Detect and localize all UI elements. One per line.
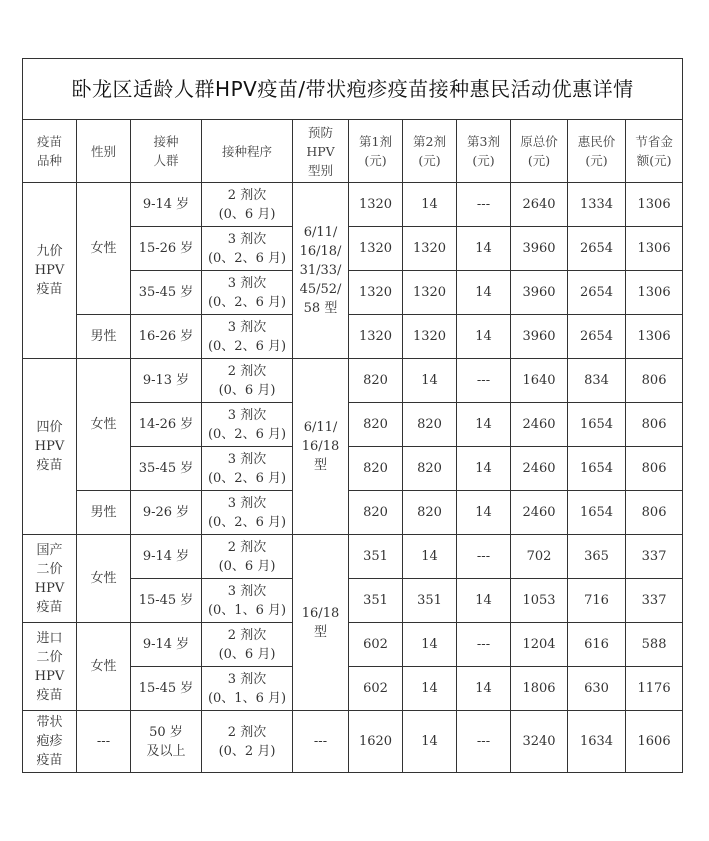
cell-sex: 女性 bbox=[77, 623, 131, 711]
cell-schedule: 3 剂次 (0、2、6 月) bbox=[202, 447, 293, 491]
header-savings: 节省金 额(元) bbox=[626, 120, 683, 183]
cell-savings: 337 bbox=[626, 535, 683, 579]
cell-age-group: 50 岁 及以上 bbox=[131, 711, 202, 773]
cell-original-total: 2460 bbox=[511, 403, 568, 447]
cell-dose-3: 14 bbox=[457, 447, 511, 491]
cell-dose-2: 14 bbox=[403, 535, 457, 579]
cell-savings: 806 bbox=[626, 491, 683, 535]
cell-hpv-types: 16/18 型 bbox=[293, 535, 349, 711]
cell-dose-1: 820 bbox=[349, 359, 403, 403]
table-row bbox=[23, 491, 683, 535]
cell-promo-price: 1634 bbox=[568, 711, 626, 773]
cell-dose-1: 602 bbox=[349, 667, 403, 711]
cell-sex: 女性 bbox=[77, 183, 131, 315]
cell-savings: 806 bbox=[626, 359, 683, 403]
cell-promo-price: 630 bbox=[568, 667, 626, 711]
cell-schedule: 3 剂次 (0、1、6 月) bbox=[202, 667, 293, 711]
cell-dose-3: 14 bbox=[457, 491, 511, 535]
header-dose-3: 第3剂 (元) bbox=[457, 120, 511, 183]
cell-vaccine-type: 带状 疱疹 疫苗 bbox=[23, 711, 77, 773]
cell-original-total: 1640 bbox=[511, 359, 568, 403]
cell-original-total: 702 bbox=[511, 535, 568, 579]
cell-dose-1: 1620 bbox=[349, 711, 403, 773]
cell-vaccine-type: 九价 HPV 疫苗 bbox=[23, 183, 77, 359]
cell-promo-price: 2654 bbox=[568, 315, 626, 359]
cell-schedule: 3 剂次 (0、2、6 月) bbox=[202, 403, 293, 447]
header-dose-2: 第2剂 (元) bbox=[403, 120, 457, 183]
cell-age-group: 9-14 岁 bbox=[131, 623, 202, 667]
table-row bbox=[23, 623, 683, 667]
cell-dose-2: 820 bbox=[403, 491, 457, 535]
cell-hpv-types: 6/11/ 16/18/ 31/33/ 45/52/ 58 型 bbox=[293, 183, 349, 359]
header-group: 接种 人群 bbox=[131, 120, 202, 183]
cell-vaccine-type: 进口 二价 HPV 疫苗 bbox=[23, 623, 77, 711]
cell-dose-1: 602 bbox=[349, 623, 403, 667]
cell-dose-1: 820 bbox=[349, 447, 403, 491]
cell-age-group: 14-26 岁 bbox=[131, 403, 202, 447]
cell-savings: 1306 bbox=[626, 271, 683, 315]
cell-dose-1: 820 bbox=[349, 403, 403, 447]
header-vaccine-type: 疫苗 品种 bbox=[23, 120, 77, 183]
cell-dose-3: --- bbox=[457, 183, 511, 227]
cell-age-group: 15-45 岁 bbox=[131, 667, 202, 711]
cell-dose-1: 820 bbox=[349, 491, 403, 535]
cell-age-group: 15-26 岁 bbox=[131, 227, 202, 271]
cell-original-total: 2640 bbox=[511, 183, 568, 227]
cell-savings: 1306 bbox=[626, 315, 683, 359]
cell-dose-3: 14 bbox=[457, 403, 511, 447]
cell-dose-3: --- bbox=[457, 535, 511, 579]
cell-schedule: 2 剂次 (0、2 月) bbox=[202, 711, 293, 773]
cell-original-total: 2460 bbox=[511, 491, 568, 535]
table-row bbox=[23, 183, 683, 227]
cell-original-total: 3960 bbox=[511, 227, 568, 271]
cell-sex: --- bbox=[77, 711, 131, 773]
cell-dose-2: 1320 bbox=[403, 271, 457, 315]
cell-dose-2: 14 bbox=[403, 623, 457, 667]
title-row bbox=[23, 59, 683, 120]
cell-promo-price: 616 bbox=[568, 623, 626, 667]
cell-dose-3: 14 bbox=[457, 667, 511, 711]
table-row bbox=[23, 315, 683, 359]
cell-savings: 806 bbox=[626, 403, 683, 447]
cell-dose-2: 820 bbox=[403, 447, 457, 491]
cell-sex: 女性 bbox=[77, 359, 131, 491]
header-hpv-types: 预防 HPV 型别 bbox=[293, 120, 349, 183]
cell-dose-3: --- bbox=[457, 359, 511, 403]
cell-dose-2: 351 bbox=[403, 579, 457, 623]
cell-promo-price: 1334 bbox=[568, 183, 626, 227]
cell-original-total: 1204 bbox=[511, 623, 568, 667]
header-promo-price: 惠民价 (元) bbox=[568, 120, 626, 183]
cell-dose-3: --- bbox=[457, 711, 511, 773]
cell-sex: 男性 bbox=[77, 491, 131, 535]
cell-age-group: 9-14 岁 bbox=[131, 535, 202, 579]
cell-original-total: 2460 bbox=[511, 447, 568, 491]
cell-promo-price: 2654 bbox=[568, 271, 626, 315]
cell-dose-1: 1320 bbox=[349, 227, 403, 271]
cell-dose-2: 14 bbox=[403, 359, 457, 403]
cell-dose-3: 14 bbox=[457, 315, 511, 359]
table-title: 卧龙区适龄人群HPV疫苗/带状疱疹疫苗接种惠民活动优惠详情 bbox=[23, 59, 683, 120]
cell-dose-1: 1320 bbox=[349, 315, 403, 359]
cell-savings: 806 bbox=[626, 447, 683, 491]
cell-age-group: 9-26 岁 bbox=[131, 491, 202, 535]
cell-vaccine-type: 四价 HPV 疫苗 bbox=[23, 359, 77, 535]
cell-original-total: 1053 bbox=[511, 579, 568, 623]
cell-promo-price: 716 bbox=[568, 579, 626, 623]
cell-savings: 1176 bbox=[626, 667, 683, 711]
cell-savings: 588 bbox=[626, 623, 683, 667]
cell-age-group: 15-45 岁 bbox=[131, 579, 202, 623]
cell-promo-price: 1654 bbox=[568, 403, 626, 447]
cell-dose-1: 351 bbox=[349, 579, 403, 623]
cell-schedule: 2 剂次 (0、6 月) bbox=[202, 183, 293, 227]
cell-age-group: 16-26 岁 bbox=[131, 315, 202, 359]
cell-original-total: 3960 bbox=[511, 315, 568, 359]
cell-vaccine-type: 国产 二价 HPV 疫苗 bbox=[23, 535, 77, 623]
cell-dose-2: 14 bbox=[403, 711, 457, 773]
table-row bbox=[23, 359, 683, 403]
cell-savings: 337 bbox=[626, 579, 683, 623]
cell-hpv-types: 6/11/ 16/18 型 bbox=[293, 359, 349, 535]
cell-age-group: 9-13 岁 bbox=[131, 359, 202, 403]
cell-age-group: 9-14 岁 bbox=[131, 183, 202, 227]
header-original-total: 原总价 (元) bbox=[511, 120, 568, 183]
cell-savings: 1306 bbox=[626, 227, 683, 271]
table-row bbox=[23, 711, 683, 773]
cell-age-group: 35-45 岁 bbox=[131, 271, 202, 315]
cell-original-total: 3960 bbox=[511, 271, 568, 315]
cell-original-total: 3240 bbox=[511, 711, 568, 773]
cell-savings: 1606 bbox=[626, 711, 683, 773]
cell-dose-1: 351 bbox=[349, 535, 403, 579]
cell-dose-2: 1320 bbox=[403, 315, 457, 359]
cell-original-total: 1806 bbox=[511, 667, 568, 711]
cell-savings: 1306 bbox=[626, 183, 683, 227]
cell-dose-3: 14 bbox=[457, 579, 511, 623]
cell-promo-price: 365 bbox=[568, 535, 626, 579]
cell-dose-3: --- bbox=[457, 623, 511, 667]
cell-promo-price: 2654 bbox=[568, 227, 626, 271]
cell-schedule: 3 剂次 (0、2、6 月) bbox=[202, 227, 293, 271]
cell-schedule: 2 剂次 (0、6 月) bbox=[202, 623, 293, 667]
cell-dose-2: 14 bbox=[403, 183, 457, 227]
header-schedule: 接种程序 bbox=[202, 120, 293, 183]
cell-sex: 女性 bbox=[77, 535, 131, 623]
cell-dose-2: 820 bbox=[403, 403, 457, 447]
header-dose-1: 第1剂 (元) bbox=[349, 120, 403, 183]
cell-promo-price: 1654 bbox=[568, 447, 626, 491]
header-sex: 性别 bbox=[77, 120, 131, 183]
cell-dose-2: 1320 bbox=[403, 227, 457, 271]
cell-schedule: 2 剂次 (0、6 月) bbox=[202, 535, 293, 579]
cell-promo-price: 834 bbox=[568, 359, 626, 403]
cell-schedule: 2 剂次 (0、6 月) bbox=[202, 359, 293, 403]
cell-dose-3: 14 bbox=[457, 271, 511, 315]
cell-dose-1: 1320 bbox=[349, 271, 403, 315]
cell-schedule: 3 剂次 (0、1、6 月) bbox=[202, 579, 293, 623]
table-row bbox=[23, 535, 683, 579]
document-page bbox=[22, 58, 682, 773]
cell-dose-2: 14 bbox=[403, 667, 457, 711]
cell-schedule: 3 剂次 (0、2、6 月) bbox=[202, 315, 293, 359]
cell-promo-price: 1654 bbox=[568, 491, 626, 535]
cell-age-group: 35-45 岁 bbox=[131, 447, 202, 491]
header-row bbox=[23, 120, 683, 183]
cell-dose-3: 14 bbox=[457, 227, 511, 271]
cell-sex: 男性 bbox=[77, 315, 131, 359]
cell-schedule: 3 剂次 (0、2、6 月) bbox=[202, 271, 293, 315]
cell-schedule: 3 剂次 (0、2、6 月) bbox=[202, 491, 293, 535]
vaccine-price-table bbox=[22, 58, 683, 773]
cell-hpv-types: --- bbox=[293, 711, 349, 773]
cell-dose-1: 1320 bbox=[349, 183, 403, 227]
